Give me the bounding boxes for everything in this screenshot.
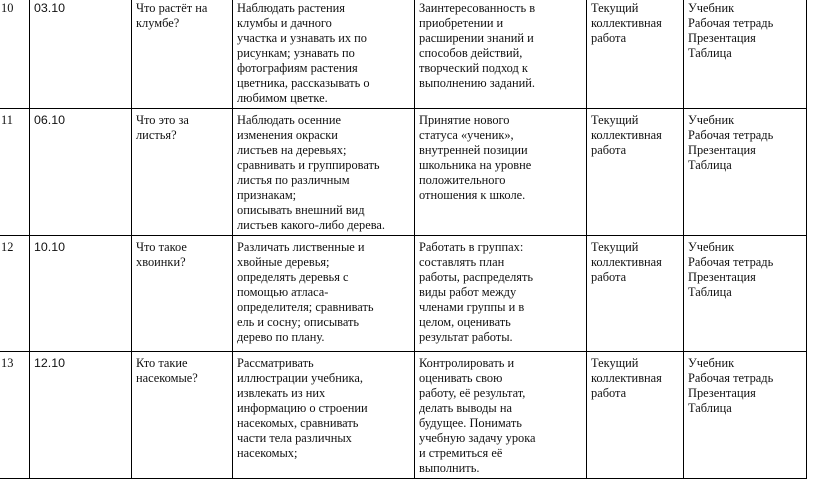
- resources-cell: [684, 109, 807, 236]
- control-type-cell: [587, 236, 684, 352]
- cell-text-line: рисункам; узнавать по: [237, 46, 355, 60]
- cell-text-line: работы, распределять: [419, 270, 534, 284]
- cell-text-line: Рабочая тетрадь: [688, 128, 774, 142]
- cell-text-line: изменения окраски: [237, 128, 338, 142]
- cell-text-line: части тела различных: [237, 431, 352, 445]
- cell-text-line: выполнению заданий.: [419, 76, 535, 90]
- cell-text-line: оценивать свою: [419, 371, 503, 385]
- cell-text-line: творческий подход к: [419, 61, 528, 75]
- resources-cell: [684, 236, 807, 352]
- cell-text-line: Контролировать и: [419, 356, 515, 370]
- cell-text-line: Различать лиственные и: [237, 240, 365, 254]
- cell-text-line: определять деревья с: [237, 270, 349, 284]
- cell-text-line: Учебник: [688, 356, 735, 370]
- lesson-topic-cell: [132, 352, 233, 479]
- cell-text: 10: [1, 1, 14, 15]
- cell-text-line: Учебник: [688, 240, 735, 254]
- cell-text: 03.10: [34, 1, 66, 15]
- cell-text-line: коллективная: [591, 255, 662, 269]
- cell-text-line: работу, её результат,: [419, 386, 526, 400]
- cell-text-line: листьев на деревьях;: [237, 143, 347, 157]
- cell-text-line: коллективная: [591, 371, 662, 385]
- lesson-number-cell: [0, 236, 30, 352]
- lesson-number-cell: [0, 109, 30, 236]
- cell-text-line: описывать внешний вид: [237, 203, 365, 217]
- cell-text-line: целом, оценивать: [419, 315, 511, 329]
- cell-text-line: Таблица: [688, 158, 732, 172]
- table-row: [0, 352, 807, 479]
- cell-text-line: Таблица: [688, 285, 732, 299]
- cell-text-line: Рабочая тетрадь: [688, 371, 774, 385]
- cell-text-line: Презентация: [688, 270, 756, 284]
- personal-results-cell: [415, 236, 587, 352]
- cell-text-line: работа: [591, 31, 627, 45]
- cell-text-line: делать выводы на: [419, 401, 512, 415]
- resources-cell: [684, 352, 807, 479]
- cell-text-line: и стремиться её: [419, 446, 503, 460]
- cell-text-line: Текущий: [591, 1, 639, 15]
- student-activities-cell: [233, 352, 415, 479]
- cell-text-line: клумбы и дачного: [237, 16, 332, 30]
- cell-text: 11: [1, 113, 13, 127]
- control-type-cell: [587, 352, 684, 479]
- table-row: [0, 236, 807, 352]
- cell-text-line: отношения к школе.: [419, 188, 526, 202]
- cell-text-line: Рассматривать: [237, 356, 314, 370]
- cell-text-line: Заинтересованность в: [419, 1, 536, 15]
- cell-text: 13: [1, 356, 14, 370]
- cell-text-line: хвойные деревья;: [237, 255, 330, 269]
- cell-text-line: Текущий: [591, 240, 639, 254]
- cell-text-line: виды работ между: [419, 285, 517, 299]
- cell-text-line: Принятие нового: [419, 113, 510, 127]
- cell-text-line: хвоинки?: [136, 255, 186, 269]
- cell-text-line: листья по различным: [237, 173, 350, 187]
- cell-text-line: членами группы и в: [419, 300, 525, 314]
- lesson-number-cell: [0, 0, 30, 109]
- cell-text-line: листьев какого-либо дерева.: [237, 218, 386, 232]
- lesson-number-cell: [0, 352, 30, 479]
- cell-text-line: работа: [591, 386, 627, 400]
- cell-text-line: внутренней позиции: [419, 143, 528, 157]
- cell-text-line: Презентация: [688, 143, 756, 157]
- personal-results-cell: [415, 352, 587, 479]
- cell-text-line: насекомые?: [136, 371, 198, 385]
- student-activities-cell: [233, 109, 415, 236]
- cell-text-line: коллективная: [591, 128, 662, 142]
- cell-text-line: Учебник: [688, 1, 735, 15]
- cell-text-line: сравнивать и группировать: [237, 158, 380, 172]
- cell-text-line: работа: [591, 270, 627, 284]
- cell-text-line: насекомых, сравнивать: [237, 416, 359, 430]
- control-type-cell: [587, 0, 684, 109]
- lesson-date-cell: [30, 352, 132, 479]
- cell-text-line: помощью атласа-: [237, 285, 329, 299]
- cell-text-line: статуса «ученик»,: [419, 128, 514, 142]
- control-type-cell: [587, 109, 684, 236]
- cell-text-line: участка и узнавать их по: [237, 31, 367, 45]
- cell-text-line: составлять план: [419, 255, 505, 269]
- cell-text-line: Что это за: [136, 113, 189, 127]
- lesson-topic-cell: [132, 109, 233, 236]
- lesson-topic-cell: [132, 236, 233, 352]
- cell-text-line: любимом цветке.: [237, 91, 328, 105]
- cell-text-line: положительного: [419, 173, 506, 187]
- cell-text-line: Учебник: [688, 113, 735, 127]
- cell-text-line: Наблюдать растения: [237, 1, 345, 15]
- cell-text-line: школьника на уровне: [419, 158, 532, 172]
- cell-text-line: Презентация: [688, 386, 756, 400]
- cell-text-line: результат работы.: [419, 330, 513, 344]
- cell-text-line: фотографиям растения: [237, 61, 358, 75]
- cell-text-line: Наблюдать осенние: [237, 113, 341, 127]
- cell-text-line: Что растёт на: [136, 1, 208, 15]
- table-row: [0, 109, 807, 236]
- cell-text: 12.10: [34, 356, 66, 370]
- cell-text-line: Кто такие: [136, 356, 188, 370]
- cell-text-line: извлекать из них: [237, 386, 326, 400]
- cell-text-line: расширении знаний и: [419, 31, 534, 45]
- cell-text-line: листья?: [136, 128, 177, 142]
- cell-text-line: насекомых;: [237, 446, 298, 460]
- cell-text-line: признакам;: [237, 188, 297, 202]
- lesson-date-cell: [30, 236, 132, 352]
- cell-text-line: Рабочая тетрадь: [688, 255, 774, 269]
- cell-text-line: ель и сосну; описывать: [237, 315, 360, 329]
- cell-text-line: Что такое: [136, 240, 187, 254]
- cell-text-line: Текущий: [591, 113, 639, 127]
- cell-text-line: Работать в группах:: [419, 240, 524, 254]
- personal-results-cell: [415, 109, 587, 236]
- cell-text-line: определителя; сравнивать: [237, 300, 374, 314]
- lesson-topic-cell: [132, 0, 233, 109]
- cell-text-line: Таблица: [688, 401, 732, 415]
- cell-text-line: работа: [591, 143, 627, 157]
- table-row: [0, 0, 807, 109]
- cell-text-line: цветника, рассказывать о: [237, 76, 370, 90]
- cell-text-line: Презентация: [688, 31, 756, 45]
- cell-text-line: учебную задачу урока: [419, 431, 536, 445]
- cell-text-line: информацию о строении: [237, 401, 368, 415]
- lesson-date-cell: [30, 109, 132, 236]
- cell-text: 06.10: [34, 113, 66, 127]
- lesson-date-cell: [30, 0, 132, 109]
- cell-text-line: Текущий: [591, 356, 639, 370]
- cell-text-line: способов действий,: [419, 46, 523, 60]
- cell-text-line: дерево по плану.: [237, 330, 325, 344]
- cell-text-line: Рабочая тетрадь: [688, 16, 774, 30]
- cell-text-line: будущее. Понимать: [419, 416, 522, 430]
- cell-text-line: приобретении и: [419, 16, 504, 30]
- resources-cell: [684, 0, 807, 109]
- cell-text-line: Таблица: [688, 46, 732, 60]
- cell-text-line: иллюстрации учебника,: [237, 371, 363, 385]
- student-activities-cell: [233, 0, 415, 109]
- cell-text: 10.10: [34, 240, 66, 254]
- cell-text-line: выполнить.: [419, 461, 480, 475]
- cell-text-line: коллективная: [591, 16, 662, 30]
- cell-text-line: клумбе?: [136, 16, 180, 30]
- personal-results-cell: [415, 0, 587, 109]
- cell-text: 12: [1, 240, 14, 254]
- student-activities-cell: [233, 236, 415, 352]
